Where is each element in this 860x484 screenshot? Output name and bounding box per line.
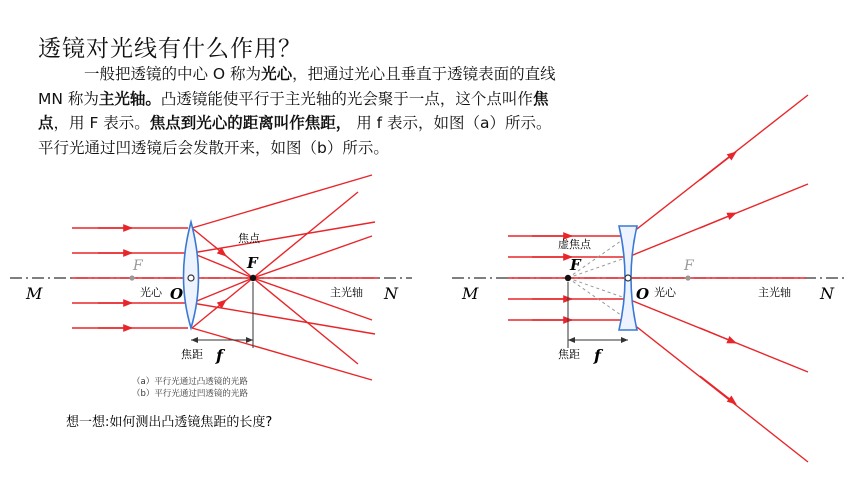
term-focal-length: 焦点到光心的距离叫作焦距， xyxy=(149,114,352,132)
label-optical-center: 光心 xyxy=(140,286,162,299)
left-focus-dot xyxy=(129,275,134,280)
label-focal-length: 焦距 xyxy=(181,348,203,361)
arrowhead xyxy=(568,337,575,343)
text: 凸透镜能使平行于主光轴的光会聚于一点，这个点叫作 xyxy=(160,89,533,108)
ray xyxy=(192,278,253,303)
optical-center-dot xyxy=(188,275,194,281)
paragraph-line-4: 平行光通过凹透镜后会发散开来，如图（b）所示。 xyxy=(38,138,389,157)
ray-arrow xyxy=(700,213,736,228)
ray xyxy=(192,303,375,334)
term-main-axis: 主光轴。 xyxy=(98,89,161,108)
diagram-a-convex xyxy=(10,175,412,380)
label-f: f xyxy=(216,346,223,365)
arrowhead xyxy=(191,337,198,343)
diverging-rays xyxy=(628,95,808,462)
label-F-right: F xyxy=(684,258,694,274)
label-optical-center: 光心 xyxy=(654,286,676,299)
ray xyxy=(192,175,372,228)
ray xyxy=(192,222,375,253)
label-N: N xyxy=(820,284,834,303)
caption-a: （a）平行光通过凸透镜的光路 xyxy=(132,377,248,387)
label-main-axis: 主光轴 xyxy=(330,286,363,299)
ray-arrow xyxy=(700,152,736,180)
virtual-ray xyxy=(568,278,628,299)
text: ，用 F 表示。 xyxy=(53,114,150,132)
label-O: O xyxy=(636,285,650,303)
optical-center-dot xyxy=(625,275,631,281)
text: 用 f 表示，如图（a）所示。 xyxy=(351,114,552,132)
arrowhead xyxy=(621,337,628,343)
right-focus-dot xyxy=(685,275,690,280)
label-O: O xyxy=(170,285,184,303)
label-F-right: F xyxy=(247,254,258,272)
text: MN 称为 xyxy=(38,89,99,108)
label-f: f xyxy=(594,346,601,365)
text: ，把通过光心且垂直于透镜表面的直线 xyxy=(292,65,556,83)
arrowhead xyxy=(246,337,253,343)
label-N: N xyxy=(384,284,398,303)
label-focal-length: 焦距 xyxy=(558,348,580,361)
ray xyxy=(253,278,372,320)
ray-arrow xyxy=(700,328,736,343)
focus-dot xyxy=(250,275,256,281)
ray-arrow xyxy=(700,376,736,404)
text: 一般把透镜的中心 O 称为 xyxy=(84,65,262,83)
ray xyxy=(628,320,808,462)
virtual-focus-dot xyxy=(565,275,571,281)
question-text: 想一想:如何测出凸透镜焦距的长度? xyxy=(66,415,273,430)
label-focus: 焦点 xyxy=(238,232,260,245)
page-title: 透镜对光线有什么作用？ xyxy=(38,36,302,62)
caption-b: （b）平行光通过凹透镜的光路 xyxy=(132,389,248,399)
label-virtual-focus: 虚焦点 xyxy=(558,238,591,251)
label-main-axis: 主光轴 xyxy=(758,286,791,299)
label-M: M xyxy=(26,284,43,303)
ray xyxy=(253,236,372,278)
term-focus: 点 xyxy=(38,114,54,132)
label-M: M xyxy=(462,284,479,303)
diagram-b-concave xyxy=(452,95,848,462)
term-optical-center: 光心 xyxy=(261,65,293,83)
ray xyxy=(192,253,253,278)
label-F-left: F xyxy=(570,256,581,274)
label-F-left: F xyxy=(133,258,143,274)
term-focus: 焦 xyxy=(532,89,549,108)
